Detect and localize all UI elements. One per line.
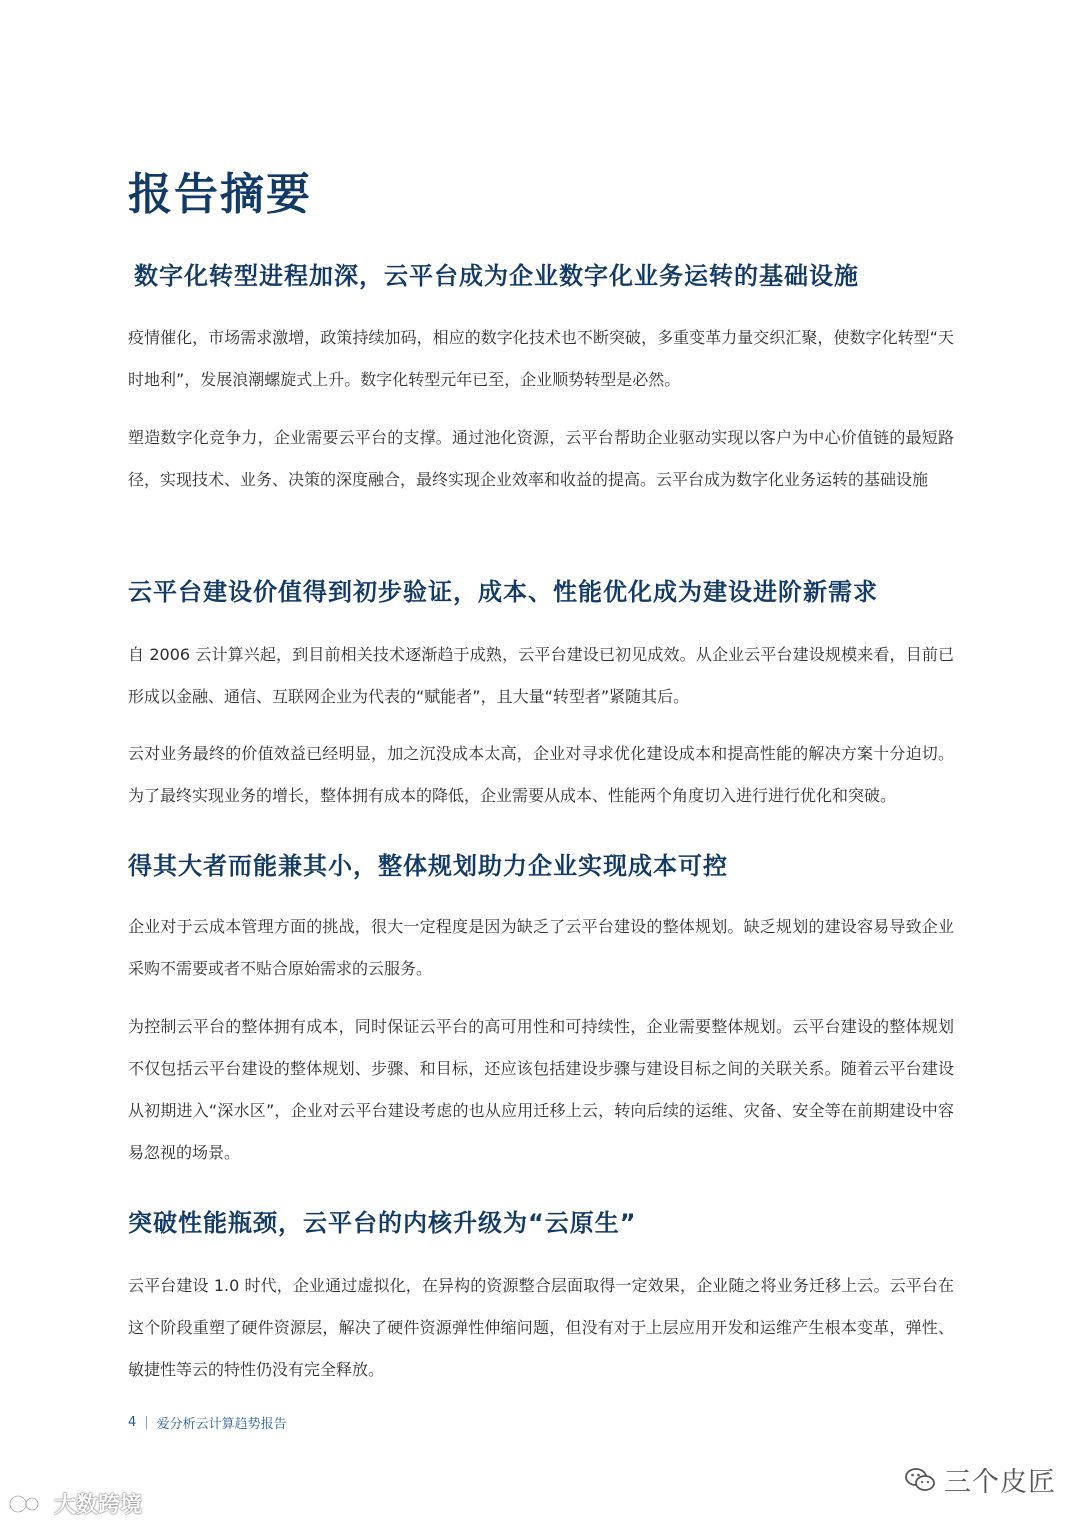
watermark-logo-icon [8,1493,48,1515]
page-number: 4 [128,1415,137,1430]
watermark-right [904,1460,1056,1499]
page-footer [128,1413,287,1432]
section-heading: 得其大者而能兼其小，整体规划助力企业实现成本可控 [128,852,728,880]
body-paragraph: 塑造数字化竞争力，企业需要云平台的支撑。通过池化资源，云平台帮助企业驱动实现以客户为中心价值链的最短路径，实现技术、业务、决策的深度融合，最终实现企业效率和收益的提高。云平台成为数字化业务运转的基础设施 [128,428,954,489]
body-paragraph: 云对业务最终的价值效益已经明显，加之沉没成本太高，企业对寻求优化建设成本和提高性能的解决方案十分迫切。为了最终实现业务的增长，整体拥有成本的降低，企业需要从成本、性能两个角度切入进行进行优化和突破。 [128,744,954,805]
report-name: 爱分析云计算趋势报告 [156,1417,287,1432]
page-title: 报告摘要 [128,169,312,220]
body-paragraph: 企业对于云成本管理方面的挑战，很大一定程度是因为缺乏了云平台建设的整体规划。缺乏规划的建设容易导致企业采购不需要或者不贴合原始需求的云服务。 [128,917,954,978]
body-paragraph: 云平台建设 1.0 时代，企业通过虚拟化，在异构的资源整合层面取得一定效果，企业随之将业务迁移上云。云平台在这个阶段重塑了硬件资源层，解决了硬件资源弹性伸缩问题，但没有对于上层应用开发和运维产生根本变革，弹性、敏捷性等云的特性仍没有完全释放。 [128,1276,954,1379]
section-heading: 云平台建设价值得到初步验证，成本、性能优化成为建设进阶新需求 [128,578,878,606]
watermark-right-text: 三个皮匠 [944,1467,1056,1498]
body-paragraph: 疫情催化，市场需求激增，政策持续加码，相应的数字化技术也不断突破，多重变革力量交织汇聚，使数字化转型“天时地利”，发展浪潮螺旋式上升。数字化转型元年已至，企业顺势转型是必然。 [128,328,954,389]
section-heading: 突破性能瓶颈，云平台的内核升级为“云原生” [128,1209,637,1237]
wechat-icon [904,1466,936,1494]
body-paragraph: 为控制云平台的整体拥有成本，同时保证云平台的高可用性和可持续性，企业需要整体规划。云平台建设的整体规划不仅包括云平台建设的整体规划、步骤、和目标，还应该包括建设步骤与建设目标之间的关联关系。随着云平台建设从初期进入“深水区”，企业对云平台建设考虑的也从应用迁移上云，转向后续的运维、灾备、安全等在前期建设中容易忽视的场景。 [128,1017,954,1162]
body-paragraph: 自 2006 云计算兴起，到目前相关技术逐渐趋于成熟，云平台建设已初见成效。从企业云平台建设规模来看，目前已形成以金融、通信、互联网企业为代表的“赋能者”，且大量“转型者”紧随其后。 [128,645,954,706]
watermark-left [8,1488,142,1519]
footer-separator: | [144,1415,149,1430]
watermark-left-text: 大数跨境 [54,1493,143,1518]
section-heading: 数字化转型进程加深，云平台成为企业数字化业务运转的基础设施 [134,262,859,290]
